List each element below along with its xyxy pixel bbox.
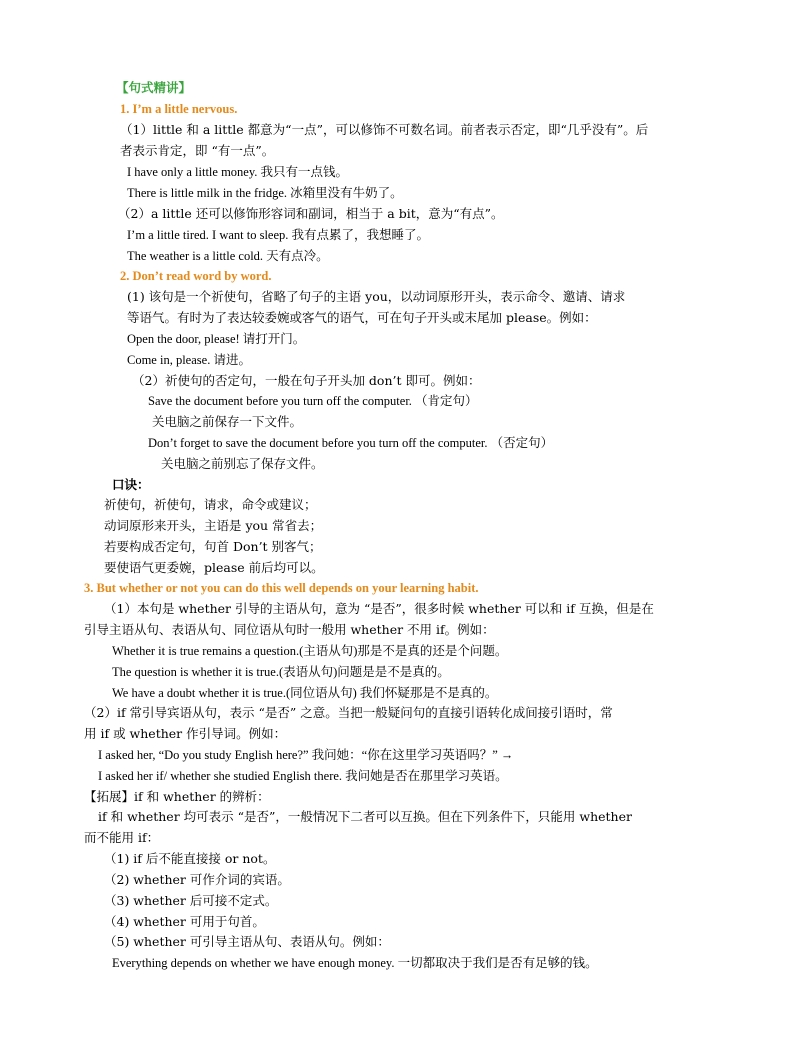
- mnemonic-line: 要使语气更委婉，please 前后均可以。: [104, 560, 324, 575]
- paragraph-line: （2）a little 还可以修饰形容词和副词，相当于 a bit，意为“有点”。: [118, 206, 504, 221]
- example-line: We have a doubt whether it is true.(同位语从句) 我们怀疑那是不是真的。: [112, 686, 498, 700]
- paragraph-line: （2）if 常引导宾语从句，表示 “是否” 之意。当把一般疑问句的直接引语转化成间接引语时，常: [84, 705, 613, 720]
- example-line: Save the document before you turn off the computer. （肯定句）: [148, 394, 478, 408]
- sentence-heading-2: 2. Don’t read word by word.: [120, 269, 272, 283]
- list-item: （3) whether 后可接不定式。: [104, 893, 278, 908]
- example-line: I’m a little tired. I want to sleep. 我有点累了，我想睡了。: [127, 228, 430, 242]
- example-line: The weather is a little cold. 天有点冷。: [127, 249, 329, 263]
- example-line: Whether it is true remains a question.(主语从句)那是不是真的还是个问题。: [112, 644, 508, 658]
- section-heading: 【句式精讲】: [116, 80, 192, 95]
- paragraph-line: (1) 该句是一个祈使句，省略了句子的主语 you，以动词原形开头，表示命令、邀请、请求: [127, 289, 626, 304]
- paragraph-line: （1）本句是 whether 引导的主语从句，意为 “是否”，很多时候 whether 可以和 if 互换，但是在: [104, 601, 654, 616]
- example-line: Open the door, please! 请打开门。: [127, 332, 306, 346]
- paragraph-line: （1）little 和 a little 都意为“一点”，可以修饰不可数名词。前者表示否定，即“几乎没有”。后: [120, 122, 649, 137]
- example-line: I have only a little money. 我只有一点钱。: [127, 165, 349, 179]
- example-line: Come in, please. 请进。: [127, 353, 251, 367]
- extension-heading: 【拓展】if 和 whether 的辨析：: [84, 789, 270, 804]
- mnemonic-heading: 口诀：: [112, 477, 150, 492]
- example-line: I asked her if/ whether she studied English there. 我问她是否在那里学习英语。: [98, 769, 508, 783]
- mnemonic-line: 动词原形来开头，主语是 you 常省去；: [104, 518, 323, 533]
- translation-line: 关电脑之前别忘了保存文件。: [161, 456, 324, 471]
- example-line: Everything depends on whether we have enough money. 一切都取决于我们是否有足够的钱。: [112, 956, 598, 970]
- example-line: The question is whether it is true.(表语从句)问题是是不是真的。: [112, 665, 450, 679]
- list-item: （2) whether 可作介词的宾语。: [104, 872, 290, 887]
- paragraph-line: 而不能用 if：: [84, 830, 160, 845]
- list-item: （5) whether 可引导主语从句、表语从句。例如：: [104, 934, 390, 949]
- sentence-heading-3: 3. But whether or not you can do this well depends on your learning habit.: [84, 581, 479, 595]
- mnemonic-line: 若要构成否定句，句首 Don’t 别客气；: [104, 539, 322, 554]
- paragraph-line: 用 if 或 whether 作引导词。例如：: [84, 726, 287, 741]
- paragraph-line: if 和 whether 均可表示 “是否”，一般情况下二者可以互换。但在下列条件下，只能用 whether: [98, 809, 632, 824]
- paragraph-line: 引导主语从句、表语从句、同位语从句时一般用 whether 不用 if。例如：: [84, 622, 495, 637]
- example-line: Don’t forget to save the document before you turn off the computer. （否定句）: [148, 436, 554, 450]
- sentence-heading-1: 1. I’m a little nervous.: [120, 102, 238, 116]
- list-item: （1) if 后不能直接接 or not。: [104, 851, 276, 866]
- paragraph-line: 等语气。有时为了表达较委婉或客气的语气，可在句子开头或末尾加 please。例如：: [127, 310, 597, 325]
- translation-line: 关电脑之前保存一下文件。: [152, 414, 303, 429]
- example-line: There is little milk in the fridge. 冰箱里没有牛奶了。: [127, 186, 403, 200]
- paragraph-line: 者表示肯定，即 “有一点”。: [120, 143, 275, 158]
- list-item: （4) whether 可用于句首。: [104, 914, 265, 929]
- paragraph-line: （2）祈使句的否定句，一般在句子开头加 don’t 即可。例如：: [132, 373, 481, 388]
- example-line: I asked her, “Do you study English here?” 我问她：“你在这里学习英语吗？” →: [98, 748, 514, 762]
- mnemonic-line: 祈使句，祈使句，请求，命令或建议；: [104, 497, 317, 512]
